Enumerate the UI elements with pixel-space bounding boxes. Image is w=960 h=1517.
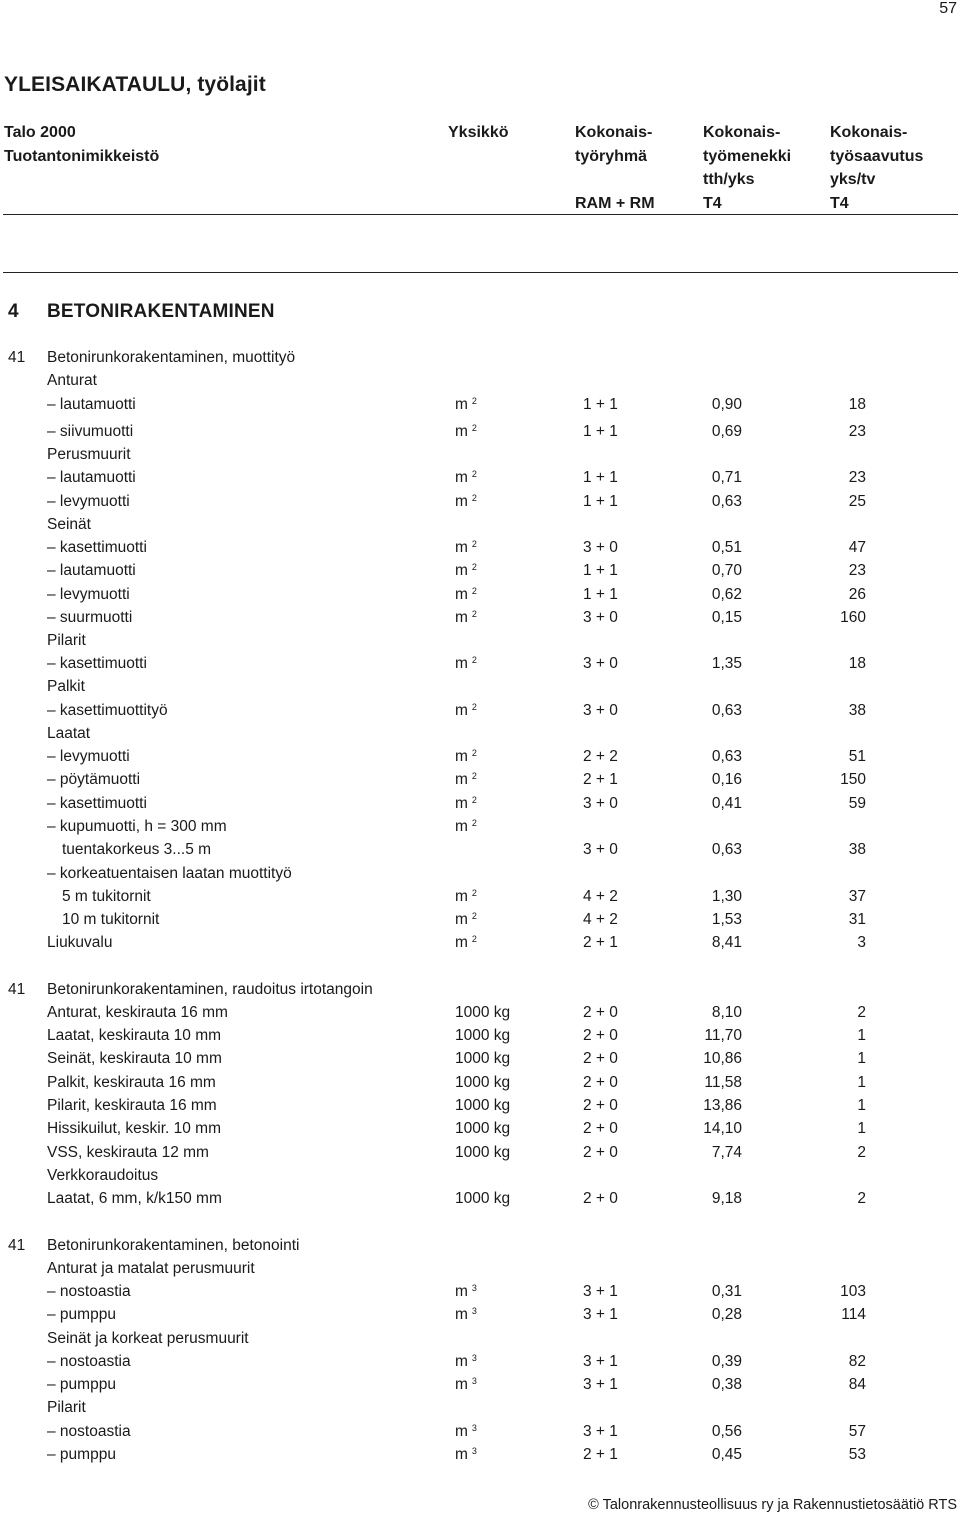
row-name: Pilarit, keskirauta 16 mm [47,1097,217,1114]
row-output: 1 [857,1097,866,1114]
row-unit: 1000 kg [455,1120,511,1137]
table-row [0,1399,960,1422]
row-unit: m $^2$ [455,586,477,603]
row-crew: 1 + 1 [583,423,618,440]
row-effort: 0,31 [711,1283,742,1300]
row-unit-exponent: 2 [471,609,477,619]
row-output: 1 [857,1027,866,1044]
row-name: – kasettimuottityö [47,702,168,719]
row-name: – levymuotti [47,493,130,510]
row-unit-exponent: 3 [471,1306,477,1316]
row-unit-exponent: 2 [471,423,477,433]
row-unit-exponent: 3 [471,1376,477,1386]
row-effort: 1,53 [711,911,742,928]
table-row [0,423,960,446]
row-unit-exponent: 2 [471,655,477,665]
row-name: – kasettimuotti [47,795,147,812]
table-row [0,1237,960,1260]
row-unit: 1000 kg [455,1027,511,1044]
row-output: 18 [848,396,866,413]
row-effort: 8,41 [711,934,742,951]
row-code: 41 [8,1237,26,1254]
row-unit-exponent: 3 [471,1423,477,1433]
row-name: Laatat, 6 mm, k/k150 mm [47,1190,222,1207]
row-name: – pumppu [47,1376,116,1393]
row-unit-exponent: 2 [471,539,477,549]
row-crew: 2 + 0 [583,1190,618,1207]
table-row [0,469,960,492]
row-unit: 1000 kg [455,1004,511,1021]
row-crew: 2 + 1 [583,771,618,788]
row-unit-exponent: 2 [471,911,477,921]
table-row [0,632,960,655]
row-crew: 2 + 0 [583,1050,618,1067]
row-unit: m $^2$ [455,539,477,556]
table-row [0,1190,960,1213]
row-output: 59 [848,795,866,812]
row-effort: 1,30 [711,888,742,905]
row-unit: m $^2$ [455,423,477,440]
row-name: – nostoastia [47,1353,131,1370]
row-crew: 3 + 0 [583,539,618,556]
table-row [0,1423,960,1446]
row-output: 23 [848,469,866,486]
table-row [0,771,960,794]
table-row [0,934,960,957]
table-row [0,725,960,748]
row-name: Pilarit [47,1399,86,1416]
row-output: 23 [848,423,866,440]
row-name: – lautamuotti [47,469,136,486]
section-title: BETONIRAKENTAMINEN [47,301,275,322]
row-unit: m $^2$ [455,771,477,788]
row-name: – lautamuotti [47,396,136,413]
row-unit-exponent: 2 [471,748,477,758]
table-row [0,888,960,911]
row-name: Palkit, keskirauta 16 mm [47,1074,216,1091]
row-crew: 1 + 1 [583,562,618,579]
table-row [0,1283,960,1306]
row-name: – kasettimuotti [47,655,147,672]
row-effort: 13,86 [703,1097,742,1114]
row-effort: 0,63 [711,748,742,765]
header-line: Kokonais- [703,124,781,141]
table-row [0,1306,960,1329]
table-row [0,446,960,469]
row-name: Betonirunkorakentaminen, muottityö [47,349,296,366]
row-effort: 7,74 [711,1144,742,1161]
row-effort: 11,70 [704,1027,742,1044]
row-unit-exponent: 3 [471,1283,477,1293]
row-unit: m $^2$ [455,493,477,510]
row-output: 2 [857,1190,866,1207]
header-col-unit [448,121,508,145]
row-output: 1 [857,1120,866,1137]
row-output: 31 [848,911,866,928]
row-name: – korkeatuentaisen laatan muottityö [47,865,292,882]
table-row [0,795,960,818]
row-crew: 2 + 0 [583,1074,618,1091]
header-line: Yksikkö [448,124,509,141]
header-line: Tuotantonimikkeistö [4,147,160,165]
row-crew: 1 + 1 [583,469,618,486]
row-unit-exponent: 2 [471,818,477,828]
header-line: työryhmä [575,147,648,165]
section-number: 4 [8,301,19,322]
table-row [0,1353,960,1376]
row-unit: m $^2$ [455,702,477,719]
header-line: tth/yks [703,171,755,188]
row-name: Laatat, keskirauta 10 mm [47,1027,222,1044]
table-row [0,493,960,516]
table-row [0,372,960,395]
row-name: Liukuvalu [47,934,113,951]
row-effort: 0,28 [711,1306,742,1323]
page-title: YLEISAIKATAULU, työlajit [4,73,266,96]
header-line: yks/tv [830,171,876,188]
row-crew: 2 + 1 [583,934,618,951]
header-col-crew [575,121,655,215]
row-unit: m $^3$ [455,1376,477,1393]
row-name: – nostoastia [47,1423,131,1440]
footer-copyright: © Talonrakennusteollisuus ry ja Rakennustietosäätiö RTS [588,1497,957,1513]
row-output: 38 [848,702,866,719]
row-unit-exponent: 3 [471,1446,477,1456]
row-output: 84 [848,1376,866,1393]
row-unit-exponent: 2 [471,396,477,406]
table-row [0,562,960,585]
row-unit-exponent: 2 [471,888,477,898]
table-row [0,539,960,562]
table-row [0,1260,960,1283]
row-effort: 0,51 [711,539,742,556]
row-effort: 1,35 [711,655,742,672]
table-row [0,1167,960,1190]
table-row [0,1120,960,1143]
row-output: 26 [848,586,866,603]
row-output: 103 [840,1283,866,1300]
row-crew: 1 + 1 [583,493,618,510]
row-unit: m $^2$ [455,469,477,486]
row-name: – nostoastia [47,1283,131,1300]
row-name: Hissikuilut, keskir. 10 mm [47,1120,221,1137]
table-row [0,702,960,725]
row-effort: 0,70 [711,562,742,579]
row-unit-exponent: 2 [471,934,477,944]
row-unit-exponent: 2 [471,469,477,479]
row-effort: 0,69 [711,423,742,440]
row-effort: 0,63 [711,702,742,719]
row-effort: 10,86 [703,1050,742,1067]
row-name: 5 m tukitornit [62,888,151,905]
row-output: 23 [848,562,866,579]
section-divider [3,272,958,273]
header-col-effort [703,121,791,215]
row-output: 2 [857,1144,866,1161]
row-name: VSS, keskirauta 12 mm [47,1144,209,1161]
row-output: 37 [848,888,866,905]
row-crew: 3 + 1 [583,1353,618,1370]
row-effort: 0,16 [711,771,742,788]
row-unit: 1000 kg [455,1097,511,1114]
row-name: Laatat [47,725,91,742]
row-effort: 0,71 [711,469,742,486]
row-output: 2 [857,1004,866,1021]
table-row [0,1144,960,1167]
row-crew: 3 + 0 [583,609,618,626]
row-unit: m $^2$ [455,748,477,765]
row-name: 10 m tukitornit [62,911,160,928]
row-output: 38 [848,841,866,858]
row-name: Seinät, keskirauta 10 mm [47,1050,222,1067]
row-unit: 1000 kg [455,1190,511,1207]
row-name: Pilarit [47,632,86,649]
row-effort: 0,38 [711,1376,742,1393]
row-name: tuentakorkeus 3...5 m [62,841,212,858]
row-unit-exponent: 2 [471,586,477,596]
table-row [0,1050,960,1073]
table-row [0,396,960,419]
row-output: 47 [848,539,866,556]
row-crew: 1 + 1 [583,586,618,603]
table-row [0,1004,960,1027]
row-unit: m $^3$ [455,1423,477,1440]
row-unit-exponent: 3 [471,1353,477,1363]
table-row [0,1074,960,1097]
row-crew: 2 + 2 [583,748,618,765]
table-row [0,516,960,539]
row-name: Seinät [47,516,91,533]
row-crew: 3 + 1 [583,1283,618,1300]
row-unit: 1000 kg [455,1074,511,1091]
row-name: – kasettimuotti [47,539,147,556]
row-name: Betonirunkorakentaminen, betonointi [47,1237,300,1254]
row-unit: m $^2$ [455,818,477,835]
table-row [0,1330,960,1353]
row-unit-exponent: 2 [471,562,477,572]
row-name: Seinät ja korkeat perusmuurit [47,1330,249,1347]
row-crew: 4 + 2 [583,911,618,928]
header-line: Kokonais- [830,124,908,141]
row-effort: 0,15 [711,609,742,626]
row-crew: 2 + 1 [583,1446,618,1463]
row-unit: m $^2$ [455,562,477,579]
header-line: Talo 2000 [4,124,76,141]
row-crew: 1 + 1 [583,396,618,413]
row-unit-exponent: 2 [471,795,477,805]
row-effort: 0,90 [711,396,742,413]
row-effort: 14,10 [703,1120,742,1137]
row-output: 53 [848,1446,866,1463]
header-line: T4 [703,194,722,212]
row-code: 41 [8,981,26,998]
row-unit-exponent: 2 [471,493,477,503]
row-name: – suurmuotti [47,609,133,626]
row-name: – lautamuotti [47,562,136,579]
row-crew: 3 + 0 [583,702,618,719]
row-unit: m $^3$ [455,1353,477,1370]
row-output: 82 [848,1353,866,1370]
row-output: 1 [857,1074,866,1091]
header-col-output [830,121,923,215]
row-unit: m $^2$ [455,396,477,413]
row-crew: 3 + 1 [583,1306,618,1323]
row-name: Anturat ja matalat perusmuurit [47,1260,255,1277]
row-output: 18 [848,655,866,672]
row-crew: 3 + 0 [583,655,618,672]
table-row [0,586,960,609]
row-effort: 0,45 [711,1446,742,1463]
table-row [0,1097,960,1120]
row-unit-exponent: 2 [471,702,477,712]
table-row [0,911,960,934]
row-unit-exponent: 2 [471,771,477,781]
row-output: 150 [840,771,866,788]
row-crew: 4 + 2 [583,888,618,905]
header-line: työsaavutus [830,147,924,165]
row-name: – levymuotti [47,748,130,765]
row-name: Betonirunkorakentaminen, raudoitus irtotangoin [47,981,373,998]
row-unit: m $^3$ [455,1283,477,1300]
row-crew: 2 + 0 [583,1144,618,1161]
row-effort: 0,63 [711,841,742,858]
table-row [0,678,960,701]
row-unit: m $^3$ [455,1446,477,1463]
row-unit: m $^2$ [455,609,477,626]
table-row [0,818,960,841]
row-crew: 3 + 1 [583,1376,618,1393]
row-output: 25 [848,493,866,510]
row-effort: 9,18 [711,1190,742,1207]
header-line: RAM + RM [575,194,655,212]
row-name: – pöytämuotti [47,771,141,788]
row-unit: m $^2$ [455,934,477,951]
table-row [0,1446,960,1469]
row-unit: m $^2$ [455,911,477,928]
row-output: 57 [848,1423,866,1440]
table-row [0,655,960,678]
row-name: Verkkoraudoitus [47,1167,159,1184]
header-line [575,168,655,192]
row-name: – kupumuotti, h = 300 mm [47,818,227,835]
page-number: 57 [939,0,957,17]
row-effort: 8,10 [711,1004,742,1021]
row-crew: 3 + 0 [583,841,618,858]
row-unit: m $^3$ [455,1306,477,1323]
row-crew: 2 + 0 [583,1120,618,1137]
row-effort: 0,56 [711,1423,742,1440]
row-output: 114 [841,1306,866,1323]
row-name: – levymuotti [47,586,130,603]
row-unit: 1000 kg [455,1050,511,1067]
row-effort: 0,62 [711,586,742,603]
header-col-classification [4,121,159,168]
row-output: 160 [840,609,866,626]
row-effort: 11,58 [704,1074,742,1091]
row-name: – pumppu [47,1446,116,1463]
header-line: Kokonais- [575,124,653,141]
table-row [0,981,960,1004]
table-row [0,609,960,632]
row-unit: m $^2$ [455,795,477,812]
table-row [0,865,960,888]
row-output: 1 [857,1050,866,1067]
row-name: Palkit [47,678,85,695]
row-name: Anturat, keskirauta 16 mm [47,1004,228,1021]
row-output: 3 [857,934,866,951]
row-code: 41 [8,349,26,366]
row-name: Anturat [47,372,97,389]
row-output: 51 [848,748,866,765]
table-row [0,841,960,864]
row-name: – pumppu [47,1306,116,1323]
row-crew: 3 + 1 [583,1423,618,1440]
row-crew: 2 + 0 [583,1097,618,1114]
header-divider [3,214,958,215]
header-line: työmenekki [703,147,792,165]
row-effort: 0,63 [711,493,742,510]
row-effort: 0,39 [711,1353,742,1370]
row-unit: 1000 kg [455,1144,511,1161]
row-name: – siivumuotti [47,423,134,440]
table-row [0,349,960,372]
row-name: Perusmuurit [47,446,131,463]
row-effort: 0,41 [711,795,742,812]
header-line: T4 [830,194,849,212]
table-row [0,748,960,771]
row-crew: 3 + 0 [583,795,618,812]
row-crew: 2 + 0 [583,1004,618,1021]
table-row [0,1376,960,1399]
row-unit: m $^2$ [455,888,477,905]
table-row [0,1027,960,1050]
row-unit: m $^2$ [455,655,477,672]
row-crew: 2 + 0 [583,1027,618,1044]
